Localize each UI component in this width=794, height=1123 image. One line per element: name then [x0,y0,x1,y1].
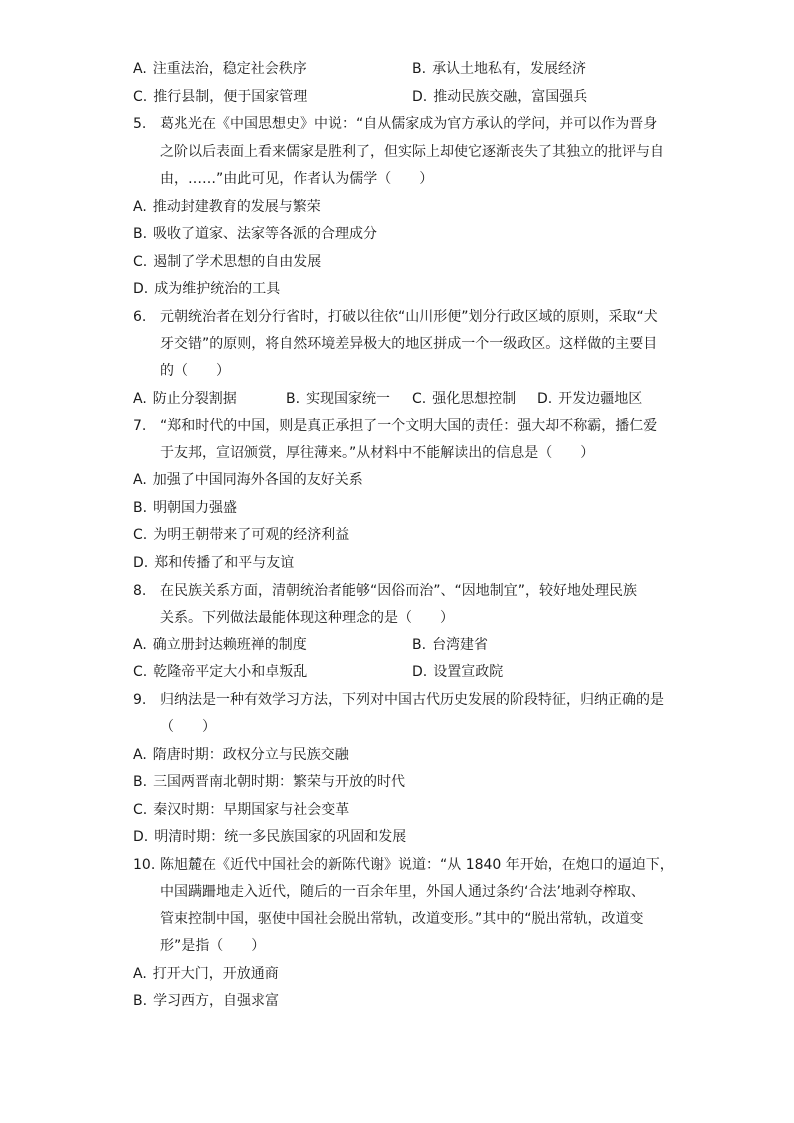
q8-number: 8. [133,583,147,599]
q8-stem-line-2: 关系。下列做法最能体现这种理念的是（ ） [160,610,454,626]
q10-stem-line-3: 管束控制中国，驱使中国社会脱出常轨，改道变形。”其中的“脱出常轨，改道变 [160,911,644,927]
q7-stem-line-2: 于友邦，宣诏颁赏，厚往薄来。”从材料中不能解读出的信息是（ ） [160,445,595,461]
q9-stem-line-1: 归纳法是一种有效学习方法，下列对中国古代历史发展的阶段特征，归纳正确的是 [160,692,664,708]
q4-option-b[interactable]: B. 承认土地私有，发展经济 [412,61,587,77]
q8-option-d[interactable]: D. 设置宣政院 [412,664,504,680]
q8-option-c[interactable]: C. 乾隆帝平定大小和卓叛乱 [133,664,308,680]
q5-stem-line-1: 葛兆光在《中国思想史》中说：“自从儒家成为官方承认的学问，并可以作为晋身 [160,116,658,132]
q5-option-b[interactable]: B. 吸收了道家、法家等各派的合理成分 [133,226,378,242]
q7-number: 7. [133,418,147,434]
q6-option-c[interactable]: C. 强化思想控制 [412,391,517,407]
q5-option-c[interactable]: C. 遏制了学术思想的自由发展 [133,254,322,270]
q4-option-a[interactable]: A. 注重法治，稳定社会秩序 [133,61,307,77]
q6-option-b[interactable]: B. 实现国家统一 [286,391,391,407]
q10-stem-line-1: 陈旭麓在《近代中国社会的新陈代谢》说道：“从 1840 年开始，在炮口的逼迫下， [160,857,674,873]
q4-option-c[interactable]: C. 推行县制，便于国家管理 [133,89,308,105]
q7-stem-line-1: “郑和时代的中国，则是真正承担了一个文明大国的责任：强大却不称霸，播仁爱 [160,418,658,434]
q8-stem-line-1: 在民族关系方面，清朝统治者能够“因俗而治”、“因地制宜”，较好地处理民族 [160,583,638,599]
q9-option-b[interactable]: B. 三国两晋南北朝时期：繁荣与开放的时代 [133,774,406,790]
q6-option-a[interactable]: A. 防止分裂割据 [133,391,237,407]
q5-option-d[interactable]: D. 成为维护统治的工具 [133,281,281,297]
q10-stem-line-2: 中国蹒跚地走入近代，随后的一百余年里，外国人通过条约‘合法’地剥夺榨取、 [160,884,645,900]
q8-option-b[interactable]: B. 台湾建省 [412,637,489,653]
q10-number: 10. [133,857,156,873]
q5-stem-line-3: 由，……”由此可见，作者认为儒学（ ） [160,171,434,187]
q6-option-d[interactable]: D. 开发边疆地区 [537,391,643,407]
q7-option-b[interactable]: B. 明朝国力强盛 [133,500,238,516]
q5-number: 5. [133,116,147,132]
q9-option-a[interactable]: A. 隋唐时期：政权分立与民族交融 [133,747,349,763]
q7-option-d[interactable]: D. 郑和传播了和平与友谊 [133,555,295,571]
q7-option-a[interactable]: A. 加强了中国同海外各国的友好关系 [133,472,363,488]
q5-option-a[interactable]: A. 推动封建教育的发展与繁荣 [133,199,321,215]
q6-stem-line-2: 牙交错”的原则，将自然环境差异极大的地区拼成一个一级政区。这样做的主要目 [160,336,658,352]
q9-option-c[interactable]: C. 秦汉时期：早期国家与社会变革 [133,802,350,818]
q6-stem-line-1: 元朝统治者在划分行省时，打破以往依“山川形便”划分行政区域的原则，采取“犬 [160,309,658,325]
q9-stem-line-2: （ ） [160,719,216,735]
q4-option-d[interactable]: D. 推动民族交融，富国强兵 [412,89,588,105]
q10-option-b[interactable]: B. 学习西方，自强求富 [133,993,280,1009]
q7-option-c[interactable]: C. 为明王朝带来了可观的经济利益 [133,527,350,543]
q10-option-a[interactable]: A. 打开大门，开放通商 [133,966,279,982]
q5-stem-line-2: 之阶以后表面上看来儒家是胜利了，但实际上却使它逐渐丧失了其独立的批评与自 [160,144,664,160]
q10-stem-line-4: 形”是指（ ） [160,938,266,954]
q9-option-d[interactable]: D. 明清时期：统一多民族国家的巩固和发展 [133,829,407,845]
q9-number: 9. [133,692,147,708]
q6-number: 6. [133,309,147,325]
q6-stem-line-3: 的（ ） [160,363,230,379]
q8-option-a[interactable]: A. 确立册封达赖班禅的制度 [133,637,307,653]
